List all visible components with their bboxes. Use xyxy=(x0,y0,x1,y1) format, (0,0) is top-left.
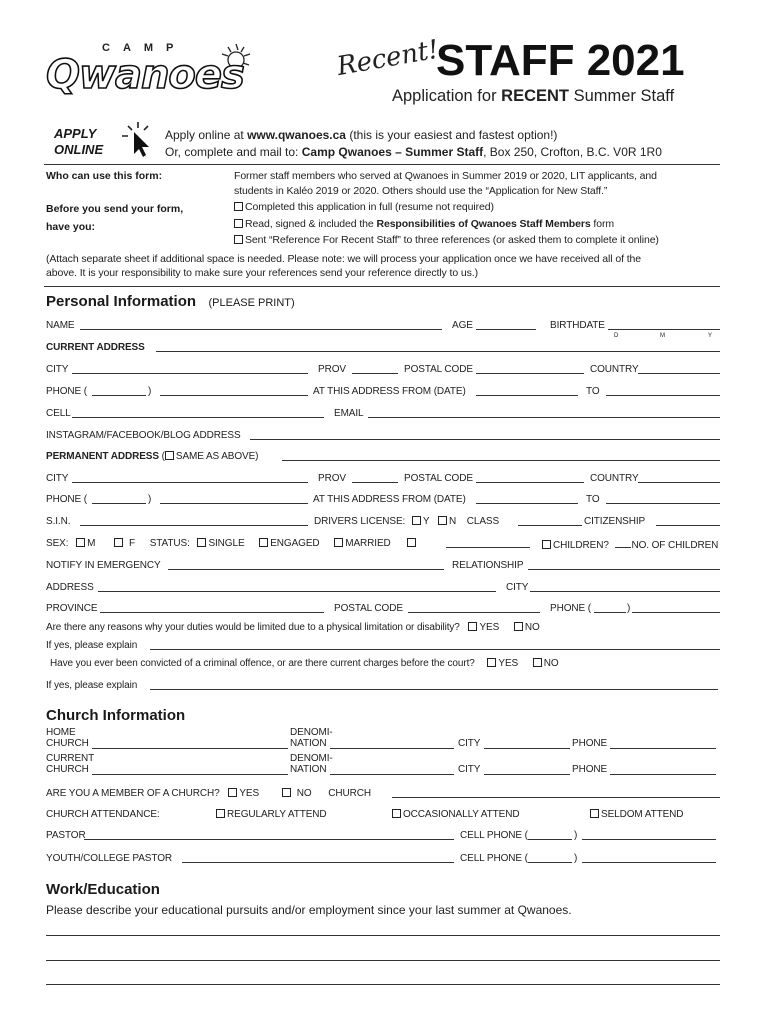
citizenship-label: CITIZENSHIP xyxy=(584,516,646,527)
work-line-3[interactable] xyxy=(46,984,720,985)
apply-line2-pre: Or, complete and mail to: xyxy=(165,145,302,159)
sex-status-row xyxy=(46,538,418,549)
current-address-label: CURRENT ADDRESS xyxy=(46,342,145,353)
limitation-no-checkbox[interactable] xyxy=(514,622,523,631)
badge-line2: ONLINE xyxy=(54,142,104,157)
current-church-label xyxy=(46,753,94,775)
occasional-label: OCCASIONALLY ATTEND xyxy=(403,809,520,820)
no-children-label: NO. OF CHILDREN xyxy=(631,540,719,551)
home-phone-label: PHONE xyxy=(572,738,608,749)
perm-phone-area-field[interactable] xyxy=(92,494,146,504)
work-prompt: Please describe your educational pursuits and/or employment since your last summer at Qwanoes. xyxy=(46,903,572,917)
current-denom-label-1: DENOMI- xyxy=(290,753,333,764)
logo-word: Qwanoes xyxy=(46,52,244,98)
license-yes-checkbox[interactable] xyxy=(412,516,421,525)
member-yes-label: YES xyxy=(239,788,260,799)
badge-line1: APPLY xyxy=(54,126,97,141)
member-no-checkbox[interactable] xyxy=(282,788,291,797)
birthdate-field[interactable] xyxy=(608,320,720,330)
status-engaged-label: ENGAGED xyxy=(270,538,320,549)
limitation-question: Are there any reasons why your duties would be limited due to a physical limitation or disability? xyxy=(46,622,460,633)
birthdate-label: BIRTHDATE xyxy=(550,320,605,331)
sex-male-checkbox[interactable] xyxy=(76,538,85,547)
sin-field[interactable] xyxy=(80,516,308,526)
check-resp-bold: Responsibilities of Qwanoes Staff Members xyxy=(376,217,591,230)
conviction-explain-field[interactable] xyxy=(150,680,718,690)
check-resp-post: form xyxy=(590,217,615,230)
postal-code-label: POSTAL CODE xyxy=(404,364,473,375)
email-field[interactable] xyxy=(368,408,720,418)
who-text xyxy=(234,169,657,199)
sex-male-label: M xyxy=(87,538,96,549)
phone-label: PHONE ( xyxy=(46,386,87,397)
perm-to-field[interactable] xyxy=(606,494,720,504)
notify-label: NOTIFY IN EMERGENCY xyxy=(46,560,161,571)
pastor-cell-label: CELL PHONE ( xyxy=(460,830,528,841)
at-address-from-field[interactable] xyxy=(476,386,578,396)
emerg-phone-label: PHONE ( xyxy=(550,603,591,614)
limitation-row xyxy=(46,622,540,633)
no-children-field[interactable] xyxy=(615,538,631,548)
subtitle-bold: RECENT xyxy=(501,87,569,105)
check-references-label: Sent “Reference For Recent Staff” to three references (or asked them to complete it online) xyxy=(245,234,659,246)
apply-line2-post: , Box 250, Crofton, B.C. V0R 1R0 xyxy=(483,145,662,159)
cell-label: CELL xyxy=(46,408,71,419)
drivers-license-label: DRIVERS LICENSE: xyxy=(314,516,406,527)
perm-country-label: COUNTRY xyxy=(590,473,639,484)
header-divider xyxy=(44,164,720,165)
pastor-cell-field[interactable] xyxy=(582,830,716,840)
attend-regular[interactable] xyxy=(216,809,327,820)
license-yes-label: Y xyxy=(422,516,430,527)
children-checkbox[interactable] xyxy=(542,540,551,549)
conviction-explain-label: If yes, please explain xyxy=(46,680,138,691)
prov-field[interactable] xyxy=(352,364,398,374)
attach-note xyxy=(46,252,641,280)
check-completed-label: Completed this application in full (resume not required) xyxy=(245,201,494,213)
status-married-checkbox[interactable] xyxy=(334,538,343,547)
conviction-question: Have you ever been convicted of a criminal offence, or are there current charges before the court? xyxy=(50,658,475,669)
current-church-label-2: CHURCH xyxy=(46,764,89,775)
conviction-row xyxy=(50,658,559,669)
youth-pastor-label: YOUTH/COLLEGE PASTOR xyxy=(46,853,172,864)
phone-field[interactable] xyxy=(160,386,308,396)
subtitle-pre: Application for xyxy=(392,87,502,105)
current-city-field[interactable] xyxy=(484,765,570,775)
home-phone-field[interactable] xyxy=(610,739,716,749)
regular-label: REGULARLY ATTEND xyxy=(227,809,327,820)
citizenship-field[interactable] xyxy=(656,516,720,526)
emerg-phone-close: ) xyxy=(627,603,631,614)
class-field[interactable] xyxy=(518,516,582,526)
at-address-from-label: AT THIS ADDRESS FROM (DATE) xyxy=(313,386,466,397)
current-denom-label xyxy=(290,753,333,775)
home-denom-label-1: DENOMI- xyxy=(290,727,333,738)
before-label-1: Before you send your form, xyxy=(46,203,184,215)
current-church-label-1: CURRENT xyxy=(46,753,95,764)
home-church-label-1: HOME xyxy=(46,727,76,738)
prov-label: PROV xyxy=(318,364,346,375)
status-other-field[interactable] xyxy=(446,538,530,548)
checkbox[interactable] xyxy=(234,235,243,244)
perm-phone-label: PHONE ( xyxy=(46,494,87,505)
before-label xyxy=(46,200,183,236)
address-label: ADDRESS xyxy=(46,582,94,593)
subtitle-post: Summer Staff xyxy=(569,87,675,105)
limitation-yes-checkbox[interactable] xyxy=(468,622,477,631)
sin-label: S.I.N. xyxy=(46,516,71,527)
apply-online-badge xyxy=(54,126,103,158)
emerg-postal-label: POSTAL CODE xyxy=(334,603,403,614)
recent-script: Recent! xyxy=(334,34,442,82)
check-references[interactable] xyxy=(234,232,659,249)
personal-heading xyxy=(46,293,295,311)
limitation-explain-label: If yes, please explain xyxy=(46,640,138,651)
conviction-no-label: NO xyxy=(543,658,559,669)
home-denom-label-2: NATION xyxy=(290,738,327,749)
relationship-field[interactable] xyxy=(528,560,720,570)
license-no-checkbox[interactable] xyxy=(438,516,447,525)
status-married-label: MARRIED xyxy=(345,538,391,549)
attend-seldom[interactable] xyxy=(590,809,683,820)
name-field[interactable] xyxy=(80,320,442,330)
sex-label: SEX: xyxy=(46,538,69,549)
current-address-field[interactable] xyxy=(156,342,720,352)
apply-line1-post: (this is your easiest and fastest option!) xyxy=(345,128,558,142)
status-other-checkbox[interactable] xyxy=(407,538,416,547)
city-field[interactable] xyxy=(72,364,308,374)
who-label: Who can use this form: xyxy=(46,170,163,182)
attend-occasional[interactable] xyxy=(392,809,519,820)
status-single-label: SINGLE xyxy=(208,538,245,549)
same-as-above-label: SAME AS ABOVE xyxy=(175,451,256,462)
status-single-checkbox[interactable] xyxy=(197,538,206,547)
youth-pastor-field[interactable] xyxy=(182,853,454,863)
note-line-2: above. It is your responsibility to make sure your references send your reference directly to us.) xyxy=(46,267,478,279)
home-church-label-2: CHURCH xyxy=(46,738,89,749)
perm-from-label: AT THIS ADDRESS FROM (DATE) xyxy=(313,494,466,505)
emerg-postal-field[interactable] xyxy=(408,603,540,613)
church-heading: Church Information xyxy=(46,707,186,724)
current-phone-label: PHONE xyxy=(572,764,608,775)
who-text-1: Former staff members who served at Qwanoes in Summer 2019 or 2020, LIT applicants, and xyxy=(234,170,657,182)
birthdate-m: M xyxy=(660,333,665,339)
conviction-no-checkbox[interactable] xyxy=(533,658,542,667)
camp-logo xyxy=(44,38,300,110)
check-completed[interactable] xyxy=(234,199,659,216)
attendance-label: CHURCH ATTENDANCE: xyxy=(46,809,160,820)
member-question: ARE YOU A MEMBER OF A CHURCH? xyxy=(46,788,220,799)
to-field[interactable] xyxy=(606,386,720,396)
apply-online-text xyxy=(165,127,662,161)
phone-area-field[interactable] xyxy=(92,386,146,396)
name-label: NAME xyxy=(46,320,75,331)
work-line-1[interactable] xyxy=(46,935,720,936)
mailing-name: Camp Qwanoes – Summer Staff xyxy=(301,145,484,159)
occasional-checkbox[interactable] xyxy=(392,809,401,818)
perm-prov-label: PROV xyxy=(318,473,346,484)
current-church-field[interactable] xyxy=(92,765,288,775)
perm-prov-field[interactable] xyxy=(352,473,398,483)
current-phone-field[interactable] xyxy=(610,765,716,775)
sex-female-checkbox[interactable] xyxy=(114,538,123,547)
phone-close: ) xyxy=(148,386,152,397)
personal-heading-text: Personal Information xyxy=(46,293,197,310)
youth-cell-area-field[interactable] xyxy=(528,853,572,863)
address-field[interactable] xyxy=(98,582,496,592)
note-divider xyxy=(44,286,720,287)
perm-from-field[interactable] xyxy=(476,494,578,504)
perm-postal-label: POSTAL CODE xyxy=(404,473,473,484)
perm-postal-field[interactable] xyxy=(476,473,584,483)
pastor-label: PASTOR xyxy=(46,830,86,841)
permanent-address-label: PERMANENT ADDRESS xyxy=(46,451,159,462)
emerg-phone-area-field[interactable] xyxy=(594,603,626,613)
home-church-label xyxy=(46,727,89,749)
age-label: AGE xyxy=(452,320,473,331)
current-denom-label-2: NATION xyxy=(290,764,327,775)
limitation-explain-field[interactable] xyxy=(150,640,720,650)
work-line-2[interactable] xyxy=(46,960,720,961)
member-row xyxy=(46,788,371,799)
limitation-yes-label: YES xyxy=(479,622,500,633)
seldom-label: SELDOM ATTEND xyxy=(601,809,684,820)
member-church-field[interactable] xyxy=(392,788,720,798)
current-denom-field[interactable] xyxy=(330,765,454,775)
youth-cell-field[interactable] xyxy=(582,853,716,863)
age-field[interactable] xyxy=(476,320,536,330)
pastor-cell-close: ) xyxy=(574,830,578,841)
province-label: PROVINCE xyxy=(46,603,98,614)
emerg-phone-field[interactable] xyxy=(632,603,720,613)
apply-line1-pre: Apply online at xyxy=(165,128,248,142)
sex-female-label: F xyxy=(129,538,136,549)
page-subtitle xyxy=(392,87,674,106)
status-engaged-checkbox[interactable] xyxy=(259,538,268,547)
to-label: TO xyxy=(586,386,600,397)
who-text-2: students in Kaléo 2019 or 2020. Others should use the “Application for New Staff.” xyxy=(234,185,608,197)
perm-phone-field[interactable] xyxy=(160,494,308,504)
relationship-label: RELATIONSHIP xyxy=(452,560,524,571)
youth-cell-label: CELL PHONE ( xyxy=(460,853,528,864)
province-field[interactable] xyxy=(100,603,324,613)
notify-field[interactable] xyxy=(168,560,444,570)
seldom-checkbox[interactable] xyxy=(590,809,599,818)
home-denom-field[interactable] xyxy=(330,739,454,749)
drivers-license-row xyxy=(314,516,499,527)
email-label: EMAIL xyxy=(334,408,364,419)
social-label: INSTAGRAM/FACEBOOK/BLOG ADDRESS xyxy=(46,430,241,441)
perm-phone-close: ) xyxy=(148,494,152,505)
birthdate-d: D xyxy=(614,333,619,339)
check-resp-pre: Read, signed & included the xyxy=(245,217,377,230)
print-note: (PLEASE PRINT) xyxy=(208,297,295,309)
member-yes-checkbox[interactable] xyxy=(228,788,237,797)
country-field[interactable] xyxy=(638,364,720,374)
before-checklist xyxy=(234,199,659,249)
checkbox[interactable] xyxy=(234,219,243,228)
permanent-address-row: PERMANENT ADDRESS ( SAME AS ABOVE) xyxy=(46,451,259,462)
work-heading: Work/Education xyxy=(46,881,160,898)
home-denom-label xyxy=(290,727,333,749)
before-label-2: have you: xyxy=(46,221,96,233)
perm-country-field[interactable] xyxy=(638,473,720,483)
social-field[interactable] xyxy=(250,430,720,440)
regular-checkbox[interactable] xyxy=(216,809,225,818)
cell-field[interactable] xyxy=(72,408,324,418)
emerg-city-field[interactable] xyxy=(530,582,720,592)
youth-cell-close: ) xyxy=(574,853,578,864)
checkbox[interactable] xyxy=(234,202,243,211)
logo-camp-text: CAMP xyxy=(102,42,187,54)
emerg-city-label: CITY xyxy=(506,582,529,593)
website-link[interactable]: www.qwanoes.ca xyxy=(247,128,346,142)
status-label: STATUS: xyxy=(149,538,190,549)
perm-to-label: TO xyxy=(586,494,600,505)
city-label: CITY xyxy=(46,364,69,375)
check-responsibilities[interactable] xyxy=(234,216,659,233)
current-city-label: CITY xyxy=(458,764,481,775)
conviction-yes-checkbox[interactable] xyxy=(487,658,496,667)
permanent-address-field[interactable] xyxy=(282,451,720,461)
home-city-label: CITY xyxy=(458,738,481,749)
pastor-field[interactable] xyxy=(84,830,454,840)
home-city-field[interactable] xyxy=(484,739,570,749)
note-line-1: (Attach separate sheet if additional space is needed. Please note: we will process your application once we have received all of the xyxy=(46,253,641,265)
same-as-above-checkbox[interactable] xyxy=(165,451,174,460)
perm-city-field[interactable] xyxy=(72,473,308,483)
class-label: CLASS xyxy=(466,516,500,527)
pastor-cell-area-field[interactable] xyxy=(528,830,572,840)
limitation-no-label: NO xyxy=(524,622,540,633)
perm-city-label: CITY xyxy=(46,473,69,484)
page-title: STAFF 2021 xyxy=(436,36,685,85)
member-no-label: NO xyxy=(296,788,312,799)
children-label: CHILDREN? xyxy=(553,540,609,551)
country-label: COUNTRY xyxy=(590,364,639,375)
member-church-label: CHURCH xyxy=(328,788,371,799)
birthdate-y: Y xyxy=(708,333,712,339)
home-church-field[interactable] xyxy=(92,739,288,749)
conviction-yes-label: YES xyxy=(498,658,519,669)
license-no-label: N xyxy=(448,516,457,527)
postal-code-field[interactable] xyxy=(476,364,584,374)
cursor-click-icon xyxy=(118,120,158,158)
children-row xyxy=(542,538,718,551)
